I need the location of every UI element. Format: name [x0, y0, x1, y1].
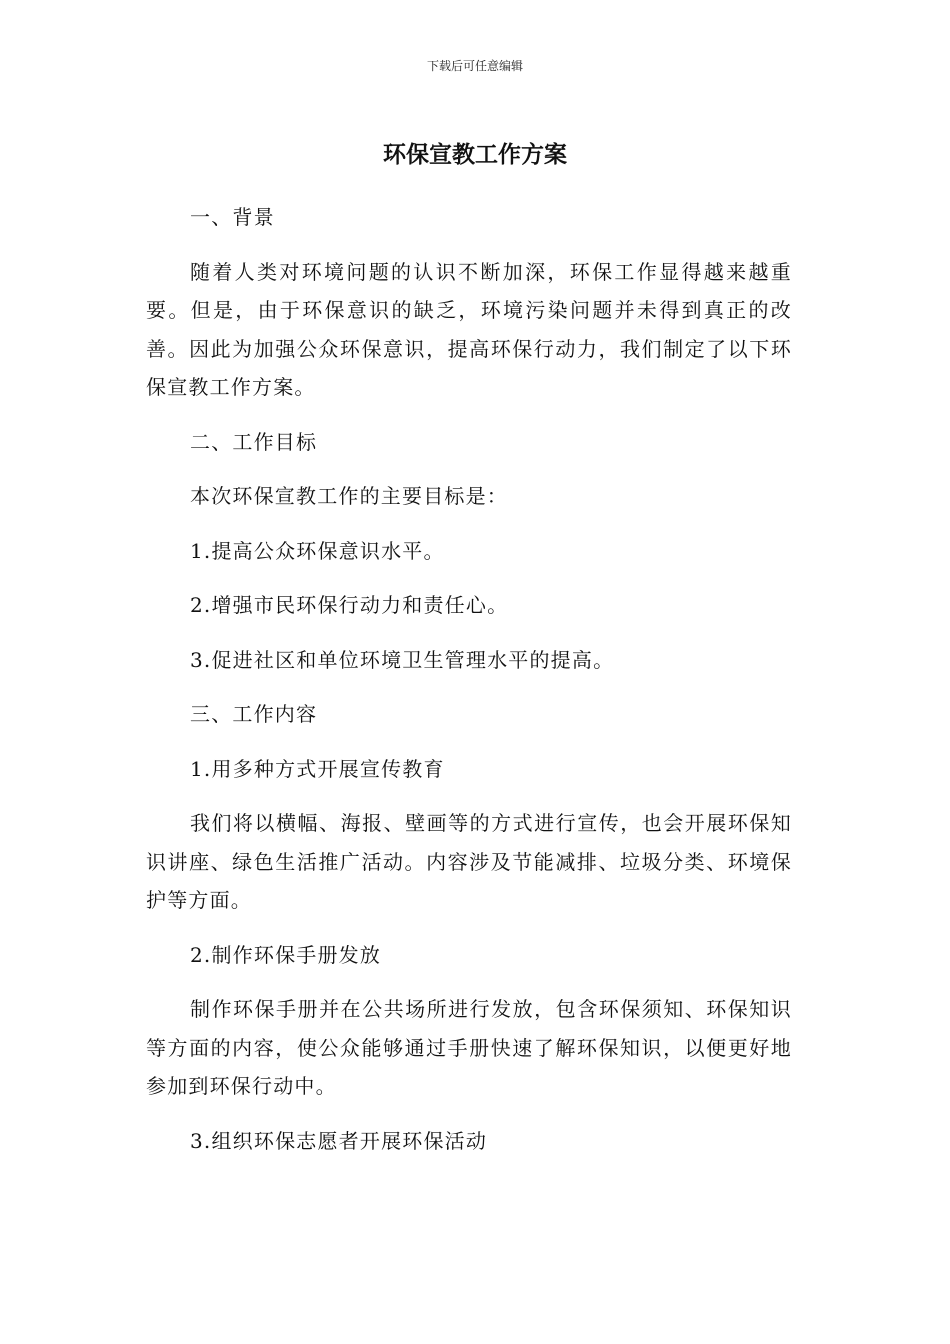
paragraph-goals-intro: 本次环保宣教工作的主要目标是：: [190, 484, 508, 508]
document-body: [146, 198, 792, 1176]
subheading-content-1: 1.用多种方式开展宣传教育: [190, 756, 445, 781]
section-heading-background: 一、背景: [190, 205, 275, 229]
list-item-goal-1: 1.提高公众环保意识水平。: [190, 538, 445, 563]
subheading-content-2: 2.制作环保手册发放: [190, 942, 382, 967]
document-title: 环保宣教工作方案: [383, 142, 567, 168]
paragraph-content-1: 我们将以横幅、海报、壁画等的方式进行宣传，也会开展环保知识讲座、绿色生活推广活动。内容涉及节能减排、垃圾分类、环境保护等方面。: [146, 811, 792, 912]
header-note: 下载后可任意编辑: [426, 59, 523, 73]
section-heading-goals: 二、工作目标: [190, 429, 318, 454]
list-item-goal-2: 2.增强市民环保行动力和责任心。: [190, 593, 509, 617]
list-item-goal-3: 3.促进社区和单位环境卫生管理水平的提高。: [190, 647, 615, 672]
paragraph-content-2: 制作环保手册并在公共场所进行发放，包含环保须知、环保知识等方面的内容，使公众能够通过手册快速了解环保知识，以便更好地参加到环保行动中。: [146, 997, 792, 1098]
paragraph-background: 随着人类对环境问题的认识不断加深，环保工作显得越来越重要。但是，由于环保意识的缺乏，环境污染问题并未得到真正的改善。因此为加强公众环保意识，提高环保行动力，我们制定了以下环保宣教工作方案。: [146, 259, 792, 399]
section-heading-content: 三、工作内容: [190, 702, 318, 726]
subheading-content-3: 3.组织环保志愿者开展环保活动: [190, 1128, 488, 1153]
